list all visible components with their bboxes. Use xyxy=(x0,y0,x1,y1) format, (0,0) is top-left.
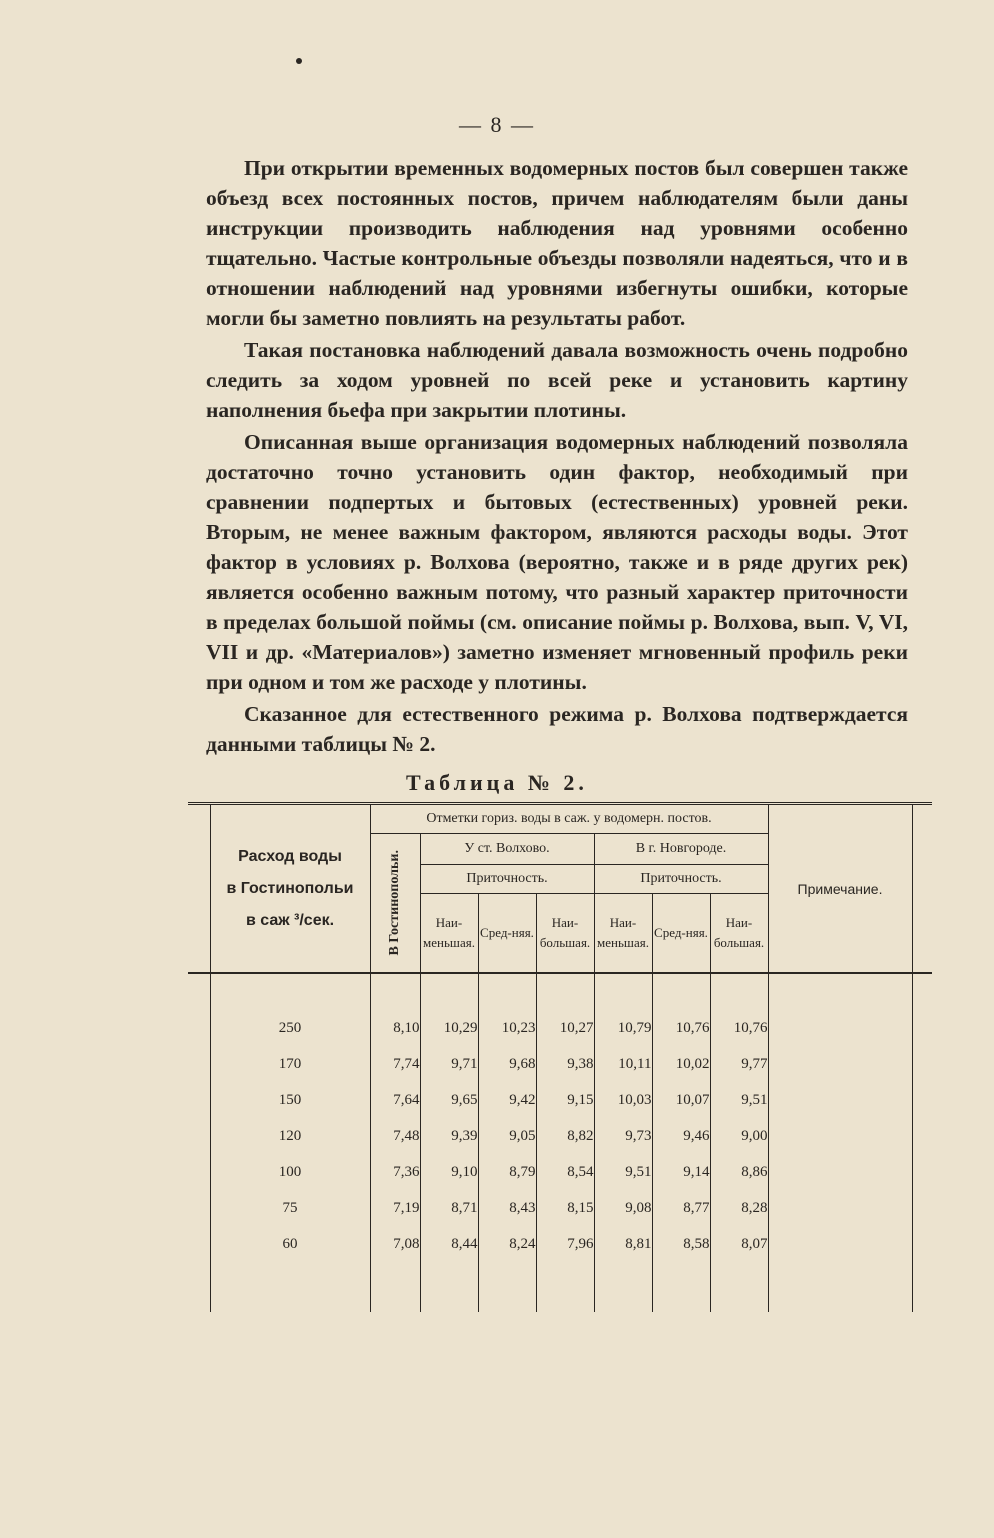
novgorod-max-cell: 8,07 xyxy=(710,1226,768,1262)
table-row xyxy=(188,1010,932,1046)
volkhovo-min-cell: 9,71 xyxy=(420,1046,478,1082)
novgorod-min-cell: 8,81 xyxy=(594,1226,652,1262)
novgorod-min-header: Наи-меньшая. xyxy=(594,894,652,974)
volkhovo-mid-cell: 10,23 xyxy=(478,1010,536,1046)
volkhovo-max-header: Наи-большая. xyxy=(536,894,594,974)
novgorod-max-cell: 9,00 xyxy=(710,1118,768,1154)
table-row xyxy=(188,1226,932,1262)
table-row xyxy=(188,1190,932,1226)
ink-dot xyxy=(296,58,302,64)
volkhovo-mid-cell: 8,43 xyxy=(478,1190,536,1226)
paragraph-3: Описанная выше организация водомерных наблюдений позволяла достаточно точно установить один фактор, необходимый при сравнении подпертых и бытовых (естественных) уровней реки. Вторым, не менее важным фактором, являются расходы воды. Этот фактор в условиях р. Волхова (вероятно, также и в ряде других рек) является особенно важным потому, что разный характер приточности в пределах большой поймы (см. описание поймы р. Волхова, вып. V, VI, VII и др. «Материалов») заметно изменяет мгновенный профиль реки при одном и том же расходе у плотины. xyxy=(206,430,908,694)
gostinopolye-cell: 7,48 xyxy=(370,1118,420,1154)
volkhovo-min-cell: 8,71 xyxy=(420,1190,478,1226)
table-row xyxy=(188,1046,932,1082)
volkhovo-max-cell: 10,27 xyxy=(536,1010,594,1046)
note-cell xyxy=(768,1154,912,1190)
flow-header-line3: в саж ³/сек. xyxy=(245,911,335,929)
novgorod-mid-cell: 10,76 xyxy=(652,1010,710,1046)
volkhovo-max-cell: 9,38 xyxy=(536,1046,594,1082)
table-title: Таблица № 2. xyxy=(406,770,588,795)
marks-header: Отметки гориз. воды в саж. у водомерн. постов. xyxy=(370,804,768,834)
volkhovo-min-cell: 9,10 xyxy=(420,1154,478,1190)
gostinopolye-label: В Гостинопольи. xyxy=(387,850,402,956)
volkhovo-min-cell: 9,39 xyxy=(420,1118,478,1154)
flow-header xyxy=(210,804,370,974)
flow-cell: 150 xyxy=(210,1082,370,1118)
flow-header-line1: Расход воды xyxy=(238,847,342,865)
novgorod-max-cell: 9,51 xyxy=(710,1082,768,1118)
novgorod-inflow-header: Приточность. xyxy=(594,865,768,894)
volkhovo-inflow-header: Приточность. xyxy=(420,865,594,894)
volkhovo-mid-cell: 9,42 xyxy=(478,1082,536,1118)
table-row xyxy=(188,1082,932,1118)
paragraph-4: Сказанное для естественного режима р. Волхова подтверждается данными таблицы № 2. xyxy=(206,702,908,756)
gostinopolye-cell: 7,08 xyxy=(370,1226,420,1262)
table-row xyxy=(188,1118,932,1154)
novgorod-max-cell: 8,86 xyxy=(710,1154,768,1190)
volkhovo-mid-header: Сред-няя. xyxy=(478,894,536,974)
novgorod-min-cell: 10,11 xyxy=(594,1046,652,1082)
volkhovo-min-header: Наи-меньшая. xyxy=(420,894,478,974)
volkhovo-max-cell: 8,15 xyxy=(536,1190,594,1226)
novgorod-mid-cell: 10,02 xyxy=(652,1046,710,1082)
novgorod-max-cell: 10,76 xyxy=(710,1010,768,1046)
volkhovo-max-cell: 9,15 xyxy=(536,1082,594,1118)
flow-cell: 250 xyxy=(210,1010,370,1046)
flow-cell: 120 xyxy=(210,1118,370,1154)
water-level-table xyxy=(188,802,932,1312)
volkhovo-max-cell: 8,82 xyxy=(536,1118,594,1154)
paragraph-1: При открытии временных водомерных постов был совершен также объезд всех постоянных постов, причем наблюдателям были даны инструкции производить наблюдения над уровнями особенно тщательно. Частые контрольные объезды позволяли надеяться, что и в отношении наблюдений над уровнями избегнуты ошибки, которые могли бы заметно повлиять на результаты работ. xyxy=(206,156,908,330)
note-cell xyxy=(768,1010,912,1046)
gostinopolye-cell: 7,64 xyxy=(370,1082,420,1118)
novgorod-min-cell: 9,73 xyxy=(594,1118,652,1154)
note-header: Примечание. xyxy=(768,804,912,974)
novgorod-min-cell: 9,08 xyxy=(594,1190,652,1226)
note-cell xyxy=(768,1082,912,1118)
note-cell xyxy=(768,1226,912,1262)
note-cell xyxy=(768,1190,912,1226)
page-number: — 8 — xyxy=(459,112,535,137)
volkhovo-mid-cell: 9,05 xyxy=(478,1118,536,1154)
gostinopolye-cell: 7,74 xyxy=(370,1046,420,1082)
flow-header-line2: в Гостинопольи xyxy=(226,879,354,897)
novgorod-mid-cell: 8,58 xyxy=(652,1226,710,1262)
novgorod-min-cell: 10,79 xyxy=(594,1010,652,1046)
volkhovo-min-cell: 8,44 xyxy=(420,1226,478,1262)
novgorod-mid-cell: 9,46 xyxy=(652,1118,710,1154)
flow-cell: 75 xyxy=(210,1190,370,1226)
novgorod-header: В г. Новгороде. xyxy=(594,834,768,865)
novgorod-max-header: Наи-большая. xyxy=(710,894,768,974)
volkhovo-mid-cell: 9,68 xyxy=(478,1046,536,1082)
novgorod-max-cell: 8,28 xyxy=(710,1190,768,1226)
gostinopolye-header xyxy=(370,834,420,974)
note-cell xyxy=(768,1118,912,1154)
paragraph-2: Такая постановка наблюдений давала возможность очень подробно следить за ходом уровней по всей реке и установить картину наполнения бьефа при закрытии плотины. xyxy=(206,338,908,422)
novgorod-min-cell: 9,51 xyxy=(594,1154,652,1190)
volkhovo-mid-cell: 8,79 xyxy=(478,1154,536,1190)
volkhovo-min-cell: 10,29 xyxy=(420,1010,478,1046)
volkhovo-max-cell: 7,96 xyxy=(536,1226,594,1262)
body-text xyxy=(206,153,908,759)
volkhovo-header: У ст. Волхово. xyxy=(420,834,594,865)
volkhovo-max-cell: 8,54 xyxy=(536,1154,594,1190)
gostinopolye-cell: 7,36 xyxy=(370,1154,420,1190)
gostinopolye-cell: 7,19 xyxy=(370,1190,420,1226)
novgorod-mid-cell: 10,07 xyxy=(652,1082,710,1118)
novgorod-min-cell: 10,03 xyxy=(594,1082,652,1118)
volkhovo-mid-cell: 8,24 xyxy=(478,1226,536,1262)
novgorod-mid-cell: 9,14 xyxy=(652,1154,710,1190)
gostinopolye-cell: 8,10 xyxy=(370,1010,420,1046)
note-cell xyxy=(768,1046,912,1082)
table-row xyxy=(188,1154,932,1190)
flow-cell: 60 xyxy=(210,1226,370,1262)
flow-cell: 100 xyxy=(210,1154,370,1190)
novgorod-mid-cell: 8,77 xyxy=(652,1190,710,1226)
flow-cell: 170 xyxy=(210,1046,370,1082)
volkhovo-min-cell: 9,65 xyxy=(420,1082,478,1118)
novgorod-mid-header: Сред-няя. xyxy=(652,894,710,974)
novgorod-max-cell: 9,77 xyxy=(710,1046,768,1082)
